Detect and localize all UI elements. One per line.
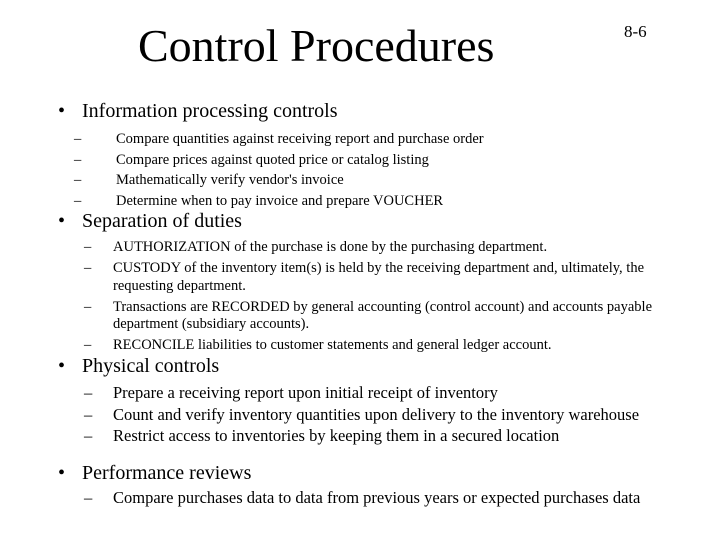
list-item: – Compare quantities against receiving report and purchase order bbox=[74, 129, 698, 150]
section-physical-controls bbox=[58, 354, 698, 449]
list-item: – Prepare a receiving report upon initial receipt of inventory bbox=[84, 383, 498, 402]
list-item: – Compare prices against quoted price or catalog listing bbox=[74, 150, 698, 171]
dash-icon: – bbox=[84, 260, 92, 277]
slide-title: Control Procedures bbox=[138, 20, 495, 71]
list-item: – Transactions are RECORDED by general accounting (control account) and accounts payable department (subsidiary accounts). bbox=[84, 298, 653, 333]
list-item: – CUSTODY of the inventory item(s) is held by the receiving department and, ultimately, the requesting department. bbox=[84, 260, 645, 294]
list-item: – Determine when to pay invoice and prepare VOUCHER bbox=[74, 191, 698, 212]
section-heading: Information processing controls bbox=[82, 100, 338, 122]
dash-icon: – bbox=[84, 337, 92, 354]
list-item: – Restrict access to inventories by keeping them in a secured location bbox=[84, 426, 560, 445]
dash-icon: – bbox=[84, 404, 93, 424]
list-item: – AUTHORIZATION of the purchase is done by the purchasing department. bbox=[84, 239, 548, 255]
dash-icon: – bbox=[74, 192, 82, 209]
bullet-icon: • bbox=[58, 210, 66, 232]
dash-icon: – bbox=[84, 426, 93, 445]
bullet-icon: • bbox=[58, 462, 66, 484]
dash-icon: – bbox=[84, 488, 93, 507]
section-heading: Performance reviews bbox=[82, 462, 252, 484]
dash-icon: – bbox=[74, 172, 82, 188]
sub-item-list bbox=[58, 129, 698, 211]
section-heading: Physical controls bbox=[82, 355, 220, 377]
dash-icon: – bbox=[84, 239, 92, 255]
section-heading: Separation of duties bbox=[82, 210, 242, 232]
sub-item-list bbox=[58, 489, 709, 508]
list-item: – Compare purchases data to data from previous years or expected purchases data bbox=[84, 488, 641, 507]
section-performance-reviews bbox=[58, 461, 698, 508]
dash-icon: – bbox=[84, 383, 93, 402]
bullet-icon: • bbox=[58, 355, 66, 377]
dash-icon: – bbox=[74, 151, 82, 168]
section-information-processing-controls bbox=[58, 99, 698, 211]
list-item: – Count and verify inventory quantities upon delivery to the inventory warehouse bbox=[84, 404, 640, 424]
list-item: – RECONCILE liabilities to customer statements and general ledger account. bbox=[84, 337, 552, 354]
section-separation-of-duties bbox=[58, 209, 698, 358]
list-item: – Mathematically verify vendor's invoice bbox=[74, 170, 698, 191]
dash-icon: – bbox=[84, 298, 92, 315]
sub-item-list bbox=[58, 384, 664, 446]
sub-item-list bbox=[58, 239, 654, 355]
dash-icon: – bbox=[74, 131, 82, 147]
page-number: 8-6 bbox=[624, 22, 647, 41]
bullet-icon: • bbox=[58, 100, 66, 122]
